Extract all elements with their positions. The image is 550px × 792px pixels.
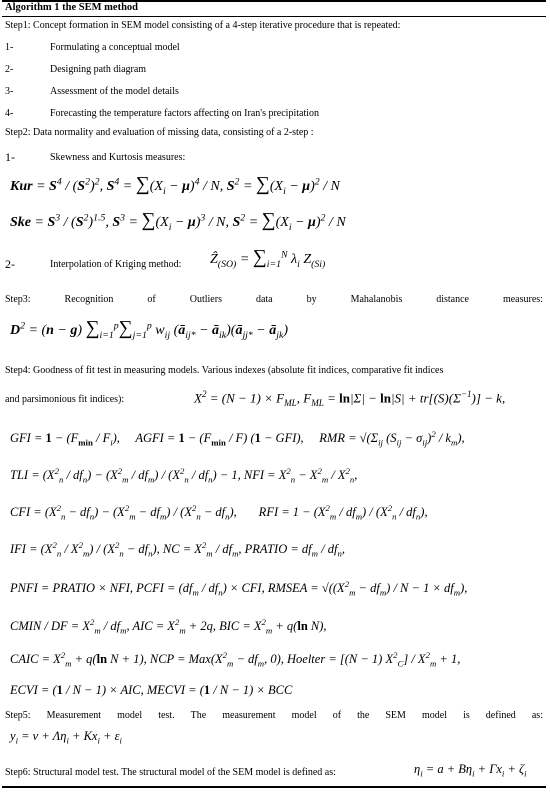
- tli-equation: TLI = $(X^2_n / df_n) - (X^2_m / df_m) / (X^2_n / df_n) - 1$, NFI = $X^2_n - X^2_m / X^2_n$,: [10, 466, 358, 485]
- step1-item3-num: 3-: [5, 86, 14, 97]
- measurement-model-equation: $y_i = \nu + \Lambda\eta_i + Kx_i + \varepsilon_i$: [10, 729, 122, 746]
- step5-word: is: [463, 710, 470, 721]
- step4-text2: and parsimonious fit indices):: [5, 394, 125, 405]
- step5-word: of: [332, 710, 342, 721]
- step2-item2-label: Interpolation of Kriging method:: [50, 259, 182, 270]
- mahalanobis-equation: $D^2 = (n - g)$ $\sum_{i=1}^p\sum_{j=1}^p$ $w_{ij}$ ($ā_{ij*}$ − $ā_{ik})(ā_{jj*}$ − $ā_{jk}$): [10, 318, 288, 341]
- step1-text: Step1: Concept formation in SEM model consisting of a 4-step iterative procedure that is repeated:: [5, 20, 401, 31]
- step1-item4-label: Forecasting the temperature factors affecting on Iran's precipitation: [50, 108, 320, 119]
- step2-item1-num: 1-: [5, 150, 15, 164]
- step3-word: Step3:: [5, 294, 31, 305]
- step1-item1-label: Formulating a conceptual model: [50, 42, 180, 53]
- chi-square-equation: $X^2 = (N - 1) \times F_{ML}$, $F_{ML} = \ln|\Sigma| - \ln|S| + tr[(S)(\Sigma^{-1})] - k$,: [194, 389, 506, 408]
- step5-word: as:: [531, 710, 543, 721]
- step5-word: model: [291, 710, 317, 721]
- gfi-equation: GFI = $1 - (F_{min} / F_i)$, AGFI = $1 - (F_{min} / F) (1 - GFI)$, RMR = $√(\Sigma_{ij}$ $(S_{ij} - \sigma_{ij})^2 / k_m$),: [10, 429, 465, 448]
- cmin-equation: CMIN / DF = $X^2_m / df_m$, AIC = $X^2_m + 2q$, BIC = $X^2_m + q(\ln$ N),: [10, 617, 327, 636]
- ifi-equation: IFI = $(X^2_n / X^2_m) / (X^2_n - df_n)$, NC = $X^2_m / df_m$, PRATIO = $df_m / df_n$,: [10, 540, 345, 559]
- step1-item2-label: Designing path diagram: [50, 64, 147, 75]
- step5-word: the: [357, 710, 370, 721]
- step3-word: measures:: [502, 294, 543, 305]
- step3-word: of: [147, 294, 156, 305]
- step6-text: Step6: Structural model test. The structural model of the SEM model is defined as:: [5, 767, 336, 778]
- ecvi-equation: ECVI = (1 / N − 1) × AIC, MECVI = (1 / N − 1) × BCC: [10, 683, 293, 697]
- step3-word: by: [306, 294, 317, 305]
- step1-item3-label: Assessment of the model details: [50, 86, 179, 97]
- step5-word: Measurement: [46, 710, 102, 721]
- step5-word: The: [190, 710, 207, 721]
- step5-word: Step5:: [5, 710, 31, 721]
- step2-item1-label: Skewness and Kurtosis measures:: [50, 152, 186, 163]
- step3-word: data: [255, 294, 273, 305]
- step3-word: Recognition: [64, 294, 114, 305]
- step2-item2-num: 2-: [5, 257, 15, 271]
- step3-text: [5, 294, 543, 305]
- step4-text: Step4: Goodness of fit test in measuring models. Various indexes (absolute fit indices, comparative fit indices: [5, 365, 444, 376]
- skewness-equation: Ske = $S^3 / (S^2)^{1.5}$, $S^3 = \sum(X_i - \mu)^3 / N$, $S^2 = \sum(X_i - \mu)^2 / N$: [10, 210, 346, 233]
- kriging-equation: Ẑ$_{(SO)}$ = $\sum_{i=1}^N$ $\lambda_i$ $Z_{(Si)}$: [210, 247, 326, 270]
- title-rule: [2, 16, 546, 17]
- algorithm-title: Algorithm 1 the SEM method: [5, 2, 138, 13]
- step5-word: measurement: [222, 710, 276, 721]
- algorithm-box: [2, 0, 546, 788]
- step3-word: Mahalanobis: [350, 294, 403, 305]
- step5-text: [5, 710, 543, 721]
- step1-item2-num: 2-: [5, 64, 14, 75]
- pnfi-equation: PNFI = PRATIO × NFI, PCFI = $(df_m / df_n)$ × CFI, RMSEA = $√((X^2_m - df_m) / N - 1 \times df_m)$,: [10, 579, 468, 598]
- bottom-rule: [2, 786, 546, 788]
- step1-item4-num: 4-: [5, 108, 14, 119]
- step5-word: model: [422, 710, 447, 721]
- step5-word: model: [117, 710, 143, 721]
- step3-word: Outliers: [189, 294, 222, 305]
- step2-text: Step2: Data normality and evaluation of missing data, consisting of a 2-step :: [5, 127, 314, 138]
- step5-word: defined: [485, 710, 516, 721]
- step5-word: test.: [158, 710, 175, 721]
- caic-equation: CAIC = $X^2_m + q(\ln$ N + 1), NCP = $Max(X^2_m - df_m$, 0), Hoelter = [(N − 1) $X^2_C] / X^2_m + 1$,: [10, 650, 461, 669]
- step5-word: SEM: [385, 710, 406, 721]
- structural-model-equation: $\eta_i = a + B\eta_i + \Gamma x_i + \zeta_i$: [414, 762, 527, 779]
- step1-item1-num: 1-: [5, 42, 14, 53]
- cfi-equation: CFI = $(X^2_n - df_n) - (X^2_m - df_m) / (X^2_n - df_n)$, RFI = $1 - (X^2_m / df_m) / (X^2_n / df_n)$,: [10, 503, 428, 522]
- kurtosis-equation: Kur = $S^4 / (S^2)^2$, $S^4 = \sum(X_i - \mu)^4 / N$, $S^2 = \sum(X_i - \mu)^2 / N$: [10, 174, 340, 197]
- step3-word: distance: [436, 294, 469, 305]
